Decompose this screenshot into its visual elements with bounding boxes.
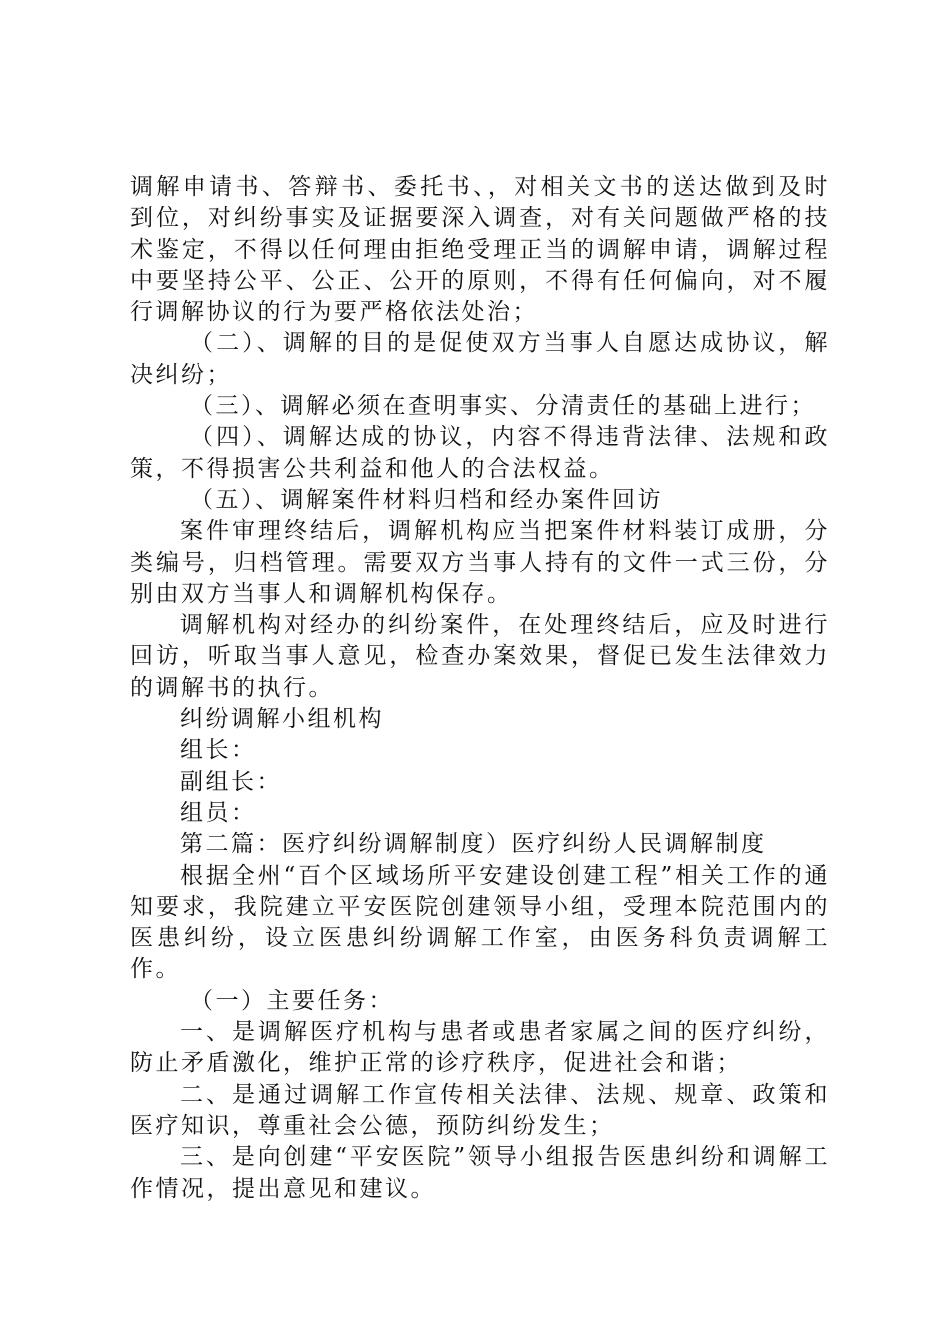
document-body (130, 172, 830, 1205)
paragraph-mediation-requirements: 调解申请书、答辩书、委托书、，对相关文书的送达做到及时到位，对纠纷事实及证据要深入调查，对有关问题做严格的技术鉴定，不得以任何理由拒绝受理正当的调解申请，调解过程中要坚持公平、公正、公开的原则，不得有任何偏向，对不履行调解协议的行为要严格依法处治； (130, 174, 830, 326)
heading-main-tasks: （一）主要任务： (190, 987, 394, 1014)
paragraph-background: 根据全州“百个区域场所平安建设创建工程”相关工作的通知要求，我院建立平安医院创建领导小组，受理本院范围内的医患纠纷，设立医患纠纷调解工作室，由医务科负责调解工作。 (130, 862, 830, 983)
heading-mediation-group: 纠纷调解小组机构 (180, 706, 384, 733)
heading-chapter-two: 第二篇：医疗纠纷调解制度）医疗纠纷人民调解制度 (180, 831, 767, 858)
paragraph-case-archiving: 案件审理终结后，调解机构应当把案件材料装订成册，分类编号，归档管理。需要双方当事人持有的文件一式三份，分别由双方当事人和调解机构保存。 (130, 518, 830, 607)
paragraph-task-1: 一、是调解医疗机构与患者或患者家属之间的医疗纠纷，防止矛盾激化，维护正常的诊疗秩序，促进社会和谐； (130, 1019, 830, 1077)
paragraph-item-2: （二）、调解的目的是促使双方当事人自愿达成协议，解决纠纷； (130, 330, 830, 388)
label-deputy-leader: 副组长： (180, 768, 282, 795)
paragraph-task-2: 二、是通过调解工作宣传相关法律、法规、规章、政策和医疗知识，尊重社会公德，预防纠纷发生； (130, 1081, 830, 1139)
label-group-members: 组员： (180, 799, 257, 826)
paragraph-item-3: （三）、调解必须在查明事实、分清责任的基础上进行； (190, 393, 816, 420)
paragraph-case-followup: 调解机构对经办的纠纷案件，在处理终结后，应及时进行回访，听取当事人意见，检查办案效果，督促已发生法律效力的调解书的执行。 (130, 612, 830, 701)
label-group-leader: 组长： (180, 737, 257, 764)
paragraph-task-3: 三、是向创建“平安医院”领导小组报告医患纠纷和调解工作情况，提出意见和建议。 (130, 1144, 830, 1202)
paragraph-item-4: （四）、调解达成的协议，内容不得违背法律、法规和政策，不得损害公共利益和他人的合法权益。 (130, 424, 830, 482)
paragraph-item-5: （五）、调解案件材料归档和经办案件回访 (190, 486, 663, 513)
